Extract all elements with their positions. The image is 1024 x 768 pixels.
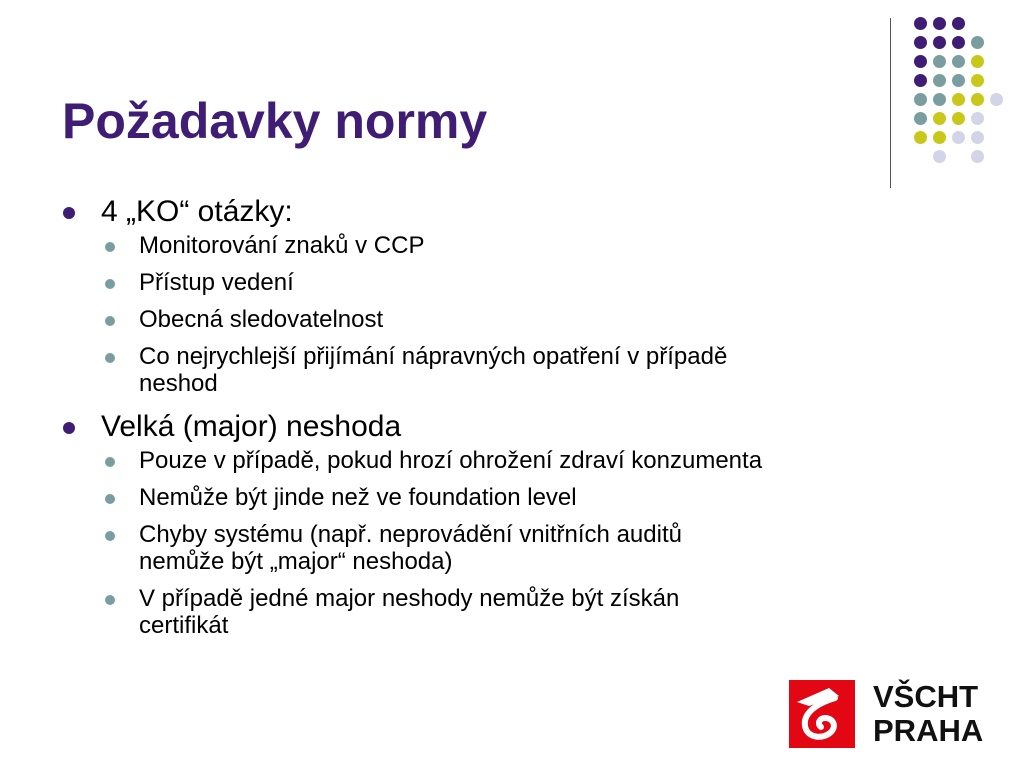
list-item-text: V případě jedné major neshody nemůže být získán bbox=[139, 585, 680, 612]
vscht-emblem-icon bbox=[789, 680, 855, 748]
bullet-major-nonconformity bbox=[62, 409, 982, 445]
list-item-text: Monitorování znaků v CCP bbox=[139, 232, 425, 259]
bullet-dot-icon bbox=[105, 353, 115, 363]
vscht-logo bbox=[789, 680, 989, 750]
list-item bbox=[62, 343, 982, 397]
list-item-text: Chyby systému (např. neprovádění vnitřních auditů bbox=[139, 521, 682, 548]
bullet-ko-questions bbox=[62, 194, 982, 230]
list-item-text: Přístup vedení bbox=[139, 269, 294, 296]
bullet-dot-icon bbox=[105, 316, 115, 326]
list-item bbox=[62, 521, 982, 575]
list-item-text-continued: certifikát bbox=[139, 612, 229, 639]
list-item-text-continued: nemůže být „major“ neshoda) bbox=[139, 548, 453, 575]
bullet-dot-icon bbox=[105, 279, 115, 289]
bullet-dot-icon bbox=[105, 457, 115, 467]
bullet-dot-icon bbox=[63, 422, 75, 434]
bullet-dot-icon bbox=[105, 595, 115, 605]
ko-questions-list bbox=[62, 232, 982, 397]
bullet-dot-icon bbox=[105, 531, 115, 541]
logo-line-2: PRAHA bbox=[873, 713, 984, 748]
list-item bbox=[62, 484, 982, 511]
list-item-text: Pouze v případě, pokud hrozí ohrožení zdraví konzumenta bbox=[139, 447, 763, 474]
list-item-text: Co nejrychlejší přijímání nápravných opatření v případě bbox=[139, 343, 728, 370]
vscht-logo-text bbox=[873, 680, 983, 748]
list-item-text: Nemůže být jinde než ve foundation level bbox=[139, 484, 577, 511]
list-item bbox=[62, 232, 982, 259]
bullet-text: 4 „KO“ otázky: bbox=[101, 195, 293, 228]
list-item bbox=[62, 447, 982, 474]
list-item-text: Obecná sledovatelnost bbox=[139, 306, 384, 333]
title-divider bbox=[890, 18, 891, 188]
list-item bbox=[62, 306, 982, 333]
slide-content bbox=[62, 194, 982, 649]
list-item bbox=[62, 585, 982, 639]
bullet-dot-icon bbox=[105, 242, 115, 252]
bullet-dot-icon bbox=[63, 207, 75, 219]
list-item-text-continued: neshod bbox=[139, 370, 218, 397]
major-nonconformity-list bbox=[62, 447, 982, 639]
slide-title: Požadavky normy bbox=[62, 93, 488, 149]
bullet-text: Velká (major) neshoda bbox=[101, 410, 402, 443]
logo-line-1: VŠCHT bbox=[873, 679, 979, 714]
list-item bbox=[62, 269, 982, 296]
bullet-dot-icon bbox=[105, 494, 115, 504]
